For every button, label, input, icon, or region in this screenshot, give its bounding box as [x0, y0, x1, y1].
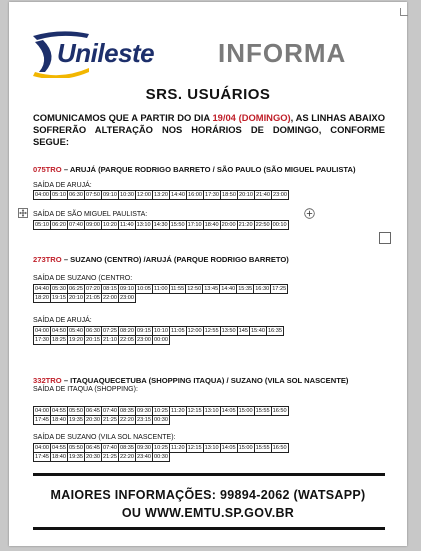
time-cell: 20:30: [86, 454, 100, 460]
route-code: 075TRO: [33, 165, 62, 174]
time-cell: 11:00: [154, 286, 168, 292]
table-row: [34, 327, 284, 336]
time-cell: 04:00: [35, 408, 49, 414]
time-cell: 06:30: [69, 192, 83, 198]
time-cell: 18:50: [222, 192, 236, 198]
time-cell: 22:00: [103, 295, 117, 301]
route-name: – ITAQUAQUECETUBA (SHOPPING ITAQUA) / SUZANO (VILA SOL NASCENTE): [61, 376, 349, 385]
time-cell: 21:05: [86, 295, 100, 301]
time-cell: 07:40: [103, 408, 117, 414]
timetable: [33, 284, 288, 303]
timetable: [33, 326, 284, 345]
time-cell: 14:40: [171, 192, 185, 198]
time-cell: 09:10: [120, 286, 134, 292]
time-cell: 07:20: [86, 286, 100, 292]
time-cell: 18:40: [204, 222, 219, 228]
time-cell: 06:20: [52, 222, 66, 228]
footer-divider-top: [33, 473, 385, 476]
time-cell: 04:00: [35, 192, 49, 198]
time-cell: 12:00: [187, 328, 202, 334]
time-cell: 18:40: [52, 454, 66, 460]
time-cell: 12:00: [137, 192, 151, 198]
time-cell: 04:40: [35, 286, 49, 292]
time-cell: 10:25: [154, 408, 168, 414]
page-corner-mark: [400, 8, 408, 16]
time-cell: 00:10: [272, 222, 287, 228]
time-cell: 20:10: [239, 192, 253, 198]
time-cell: 23:00: [137, 337, 151, 343]
departure-label: SAÍDA DE SUZANO (CENTRO:: [33, 275, 133, 282]
table-row: [34, 407, 289, 416]
time-cell: 04:00: [35, 445, 49, 451]
time-cell: 10:25: [154, 445, 168, 451]
time-cell: 16:50: [272, 408, 287, 414]
route-code: 273TRO: [33, 255, 62, 264]
unileste-logo: [31, 28, 201, 78]
time-cell: 11:40: [120, 222, 134, 228]
time-cell: 17:25: [272, 286, 287, 292]
time-cell: 00:00: [154, 337, 168, 343]
departure-label: SAÍDA DE ARUJÁ:: [33, 317, 92, 324]
time-cell: 07:40: [103, 445, 117, 451]
time-cell: 09:30: [137, 445, 151, 451]
table-row: [34, 416, 289, 425]
departure-label: SAÍDA DE SÃO MIGUEL PAULISTA:: [33, 211, 148, 218]
intro-paragraph: [33, 112, 385, 148]
time-cell: 15:50: [170, 222, 185, 228]
time-cell: 14:40: [221, 286, 236, 292]
timetable: [33, 190, 289, 200]
table-resize-handle[interactable]: [379, 232, 391, 244]
time-cell: 14:05: [221, 445, 236, 451]
time-cell: 22:50: [255, 222, 270, 228]
time-cell: 21:40: [256, 192, 270, 198]
time-cell: 06:30: [86, 328, 100, 334]
time-cell: 16:35: [267, 328, 282, 334]
time-cell: 20:15: [86, 337, 100, 343]
time-cell: 22:05: [120, 337, 134, 343]
intro-text-2: , AS LINHAS ABAIXO SOFRERÃO ALTERAÇÃO NOS HORÁRIOS DE DOMINGO, CONFORME SEGUE:: [33, 112, 385, 147]
time-cell: 00:30: [154, 417, 168, 423]
departure-label: SAÍDA DE ITAQUA (SHOPPING):: [33, 386, 138, 393]
route-273-title: [33, 255, 289, 264]
page-heading: SRS. USUÁRIOS: [145, 86, 271, 103]
time-cell: 10:20: [103, 222, 117, 228]
table-move-handle-icon[interactable]: [18, 208, 28, 218]
time-cell: 10:10: [154, 328, 168, 334]
time-cell: 17:30: [205, 192, 219, 198]
time-cell: 17:10: [187, 222, 202, 228]
time-cell: 22:20: [120, 454, 134, 460]
time-cell: 08:15: [103, 286, 117, 292]
time-cell: 13:10: [204, 445, 219, 451]
time-cell: 21:25: [103, 417, 117, 423]
time-cell: 05:40: [69, 328, 83, 334]
time-cell: 09:00: [86, 222, 100, 228]
time-cell: 19:20: [69, 337, 83, 343]
logo-text: Unileste: [57, 38, 155, 68]
table-row: [34, 444, 289, 453]
time-cell: 09:30: [137, 408, 151, 414]
table-row: [34, 453, 289, 462]
time-cell: 15:55: [255, 408, 270, 414]
time-cell: 23:00: [273, 192, 287, 198]
time-cell: 05:30: [52, 286, 66, 292]
time-cell: 20:30: [86, 417, 100, 423]
time-cell: 13:50: [221, 328, 236, 334]
time-cell: 05:10: [52, 192, 66, 198]
time-cell: 13:10: [204, 408, 219, 414]
time-cell: 08:35: [120, 408, 134, 414]
time-cell: 15:40: [250, 328, 265, 334]
time-cell: 08:35: [120, 445, 134, 451]
route-332-title: [33, 376, 348, 385]
time-cell: 13:20: [154, 192, 168, 198]
time-cell: 10:30: [120, 192, 134, 198]
time-cell: 04:55: [52, 408, 66, 414]
table-row: [34, 221, 289, 230]
route-name: – ARUJÁ (PARQUE RODRIGO BARRETO / SÃO PAULO (SÃO MIGUEL PAULISTA): [61, 165, 356, 174]
time-cell: 06:45: [86, 408, 100, 414]
time-cell: 08:20: [120, 328, 134, 334]
informa-title: INFORMA: [218, 38, 347, 68]
insert-row-circle-icon[interactable]: [304, 208, 315, 219]
time-cell: 07:40: [69, 222, 83, 228]
time-cell: 04:00: [35, 328, 49, 334]
intro-text-1: COMUNICAMOS QUE A PARTIR DO DIA: [33, 112, 213, 123]
time-cell: 15:55: [255, 445, 270, 451]
route-name: – SUZANO (CENTRO) /ARUJÁ (PARQUE RODRIGO BARRETO): [61, 255, 289, 264]
time-cell: 13:45: [204, 286, 219, 292]
time-cell: 19:15: [52, 295, 66, 301]
time-cell: 11:55: [170, 286, 185, 292]
time-cell: 11:20: [171, 408, 185, 414]
time-cell: 12:55: [204, 328, 219, 334]
route-075-title: [33, 165, 355, 174]
time-cell: 22:20: [120, 417, 134, 423]
time-cell: 07:50: [86, 192, 100, 198]
time-cell: 14:05: [221, 408, 236, 414]
time-cell: 23:15: [137, 417, 151, 423]
time-cell: 20:00: [221, 222, 236, 228]
time-cell: 16:00: [188, 192, 202, 198]
table-row: [34, 336, 284, 345]
departure-label: SAÍDA DE SUZANO (VILA SOL NASCENTE):: [33, 434, 176, 441]
time-cell: 19:35: [69, 417, 83, 423]
time-cell: 21:10: [103, 337, 117, 343]
time-cell: 12:15: [187, 445, 202, 451]
time-cell: 04:50: [52, 328, 66, 334]
time-cell: 06:45: [86, 445, 100, 451]
footer-divider-bottom: [33, 527, 385, 530]
timetable: [33, 406, 289, 425]
time-cell: 14:30: [153, 222, 168, 228]
time-cell: 15:00: [238, 445, 253, 451]
time-cell: 04:55: [52, 445, 66, 451]
time-cell: 07:25: [103, 328, 117, 334]
time-cell: 17:30: [35, 337, 49, 343]
time-cell: 17:45: [35, 417, 49, 423]
time-cell: 145: [238, 328, 248, 334]
table-row: [34, 191, 289, 200]
time-cell: 11:05: [171, 328, 185, 334]
table-row: [34, 285, 288, 294]
time-cell: 19:35: [69, 454, 83, 460]
time-cell: 10:05: [137, 286, 151, 292]
time-cell: 00:30: [154, 454, 168, 460]
footer-website: OU WWW.EMTU.SP.GOV.BR: [121, 506, 295, 520]
departure-label: SAÍDA DE ARUJÁ:: [33, 182, 92, 189]
time-cell: 12:15: [187, 408, 202, 414]
time-cell: 06:25: [69, 286, 83, 292]
time-cell: 23:00: [120, 295, 134, 301]
time-cell: 20:10: [69, 295, 83, 301]
time-cell: 05:10: [35, 222, 49, 228]
time-cell: 18:40: [52, 417, 66, 423]
time-cell: 12:50: [187, 286, 202, 292]
time-cell: 15:35: [238, 286, 253, 292]
time-cell: 16:30: [255, 286, 270, 292]
route-code: 332TRO: [33, 376, 62, 385]
timetable: [33, 443, 289, 462]
time-cell: 23:40: [137, 454, 151, 460]
time-cell: 09:15: [137, 328, 151, 334]
time-cell: 15:00: [238, 408, 253, 414]
time-cell: 18:20: [35, 295, 49, 301]
time-cell: 17:45: [35, 454, 49, 460]
time-cell: 21:25: [103, 454, 117, 460]
intro-date: 19/04 (DOMINGO): [212, 112, 291, 123]
time-cell: 05:50: [69, 408, 83, 414]
time-cell: 05:50: [69, 445, 83, 451]
timetable: [33, 220, 289, 230]
table-row: [34, 294, 288, 303]
time-cell: 09:10: [103, 192, 117, 198]
document-page: [9, 2, 407, 546]
time-cell: 11:20: [171, 445, 185, 451]
time-cell: 13:10: [136, 222, 151, 228]
footer-contact: MAIORES INFORMAÇÕES: 99894-2062 (WATSAPP): [50, 488, 366, 502]
time-cell: 21:20: [238, 222, 253, 228]
time-cell: 16:50: [272, 445, 287, 451]
time-cell: 18:25: [52, 337, 66, 343]
